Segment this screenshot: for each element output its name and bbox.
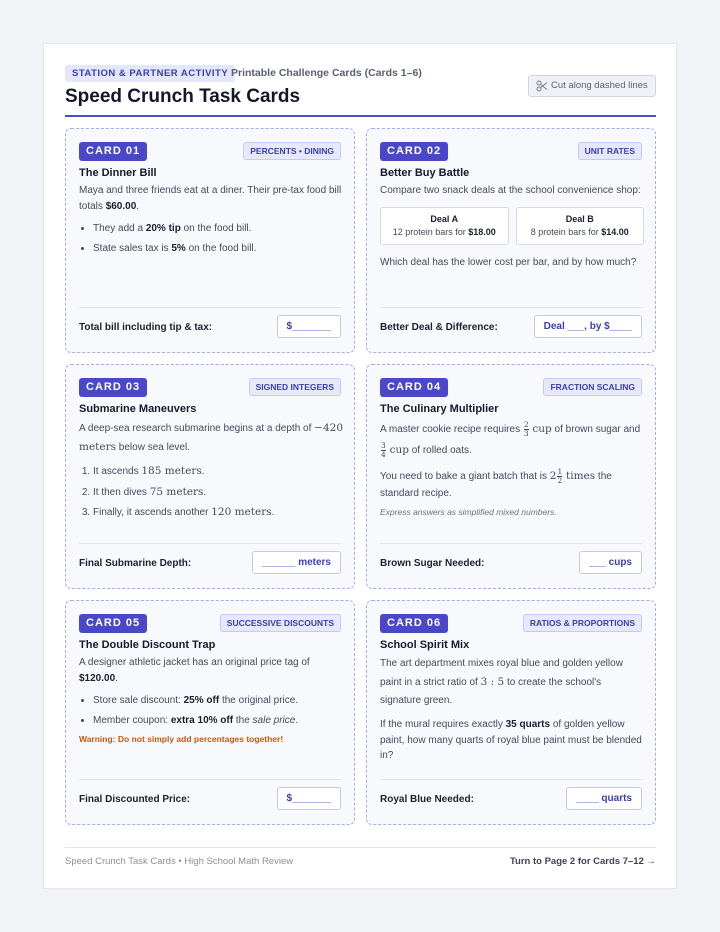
card-question: Which deal has the lower cost per bar, and by how much?	[380, 256, 637, 268]
card-intro: A master cookie recipe requires $\frac{2}{3}$ cup of brown sugar and $\frac{3}{4}$ cup of rolled oats.	[380, 419, 641, 459]
list-item: • Member coupon: extra 10% off the sale price.	[93, 713, 343, 729]
cut-instructions-button[interactable]	[528, 75, 656, 97]
footer-credit: Speed Crunch Task Cards • High School Math Review	[65, 856, 294, 867]
card-body	[79, 183, 343, 260]
card-category-badge: SUCCESSIVE DISCOUNTS	[220, 614, 341, 632]
card-category-badge: FRACTION SCALING	[543, 378, 642, 396]
answer-label: Royal Blue Needed:	[380, 794, 474, 805]
answer-field[interactable]: ____ quarts	[566, 787, 642, 810]
card-intro: A designer athletic jacket has an original price tag of $120.00.	[79, 657, 310, 684]
page-header	[65, 65, 656, 117]
card-number: CARD 01	[79, 142, 147, 161]
card-title: The Dinner Bill	[79, 167, 157, 179]
deal-comparison	[380, 207, 644, 245]
deal-b-name: Deal B	[565, 213, 594, 224]
card-footer	[380, 779, 642, 824]
card-footer	[79, 543, 341, 588]
task-card-03	[65, 364, 355, 589]
cut-label: Cut along dashed lines	[551, 80, 648, 91]
card-footer	[380, 543, 642, 588]
answer-field[interactable]: $_______	[277, 787, 342, 810]
scissors-icon	[536, 80, 548, 92]
answer-label: Final Submarine Depth:	[79, 558, 192, 569]
card-intro: The art department mixes royal blue and golden yellow paint in a strict ratio of 3 : 5 to create the school's signature green.	[380, 658, 623, 706]
deal-a-details: 12 protein bars for $18.00	[392, 226, 496, 237]
fraction: $\frac{3}{4}$	[381, 440, 386, 459]
card-title: The Double Discount Trap	[79, 639, 216, 651]
task-card-04	[366, 364, 656, 589]
answer-label: Final Discounted Price:	[79, 794, 191, 805]
fraction: $\frac{1}{2}$	[557, 467, 563, 485]
card-footer	[79, 307, 341, 352]
answer-field[interactable]: ______ meters	[252, 551, 341, 574]
card-category-badge: SIGNED INTEGERS	[249, 378, 341, 396]
deal-b-details: 8 protein bars for $14.00	[530, 226, 629, 237]
task-card-05	[65, 600, 355, 825]
card-body	[79, 655, 343, 748]
list-item: • State sales tax is 5% on the food bill.	[93, 241, 343, 257]
task-card-02	[366, 128, 656, 353]
card-intro: A deep-sea research submarine begins at a depth of −420 meters below sea level.	[79, 422, 343, 453]
card-category-badge: RATIOS & PROPORTIONS	[523, 614, 642, 632]
list-item: 3. Finally, it ascends another 120 meters.	[93, 505, 343, 521]
card-intro: Compare two snack deals at the school convenience shop:	[380, 185, 641, 196]
deal-a-box	[380, 207, 509, 245]
card-note: Express answers as simplified mixed numbers.	[380, 507, 557, 518]
answer-field[interactable]: ___ cups	[579, 551, 642, 574]
card-conditions	[93, 693, 343, 728]
card-number: CARD 04	[380, 378, 448, 397]
card-intro: Maya and three friends eat at a diner. Their pre-tax food bill totals $60.00.	[79, 185, 342, 212]
card-steps	[93, 464, 343, 521]
card-title: School Spirit Mix	[380, 639, 470, 651]
card-body	[380, 655, 644, 771]
fraction: $\frac{2}{3}$	[523, 419, 529, 438]
card-body	[380, 419, 644, 521]
list-item: • Store sale discount: 25% off the original price.	[93, 693, 343, 709]
card-title: The Culinary Multiplier	[380, 403, 499, 415]
card-number: CARD 05	[79, 614, 147, 633]
answer-field[interactable]: $_______	[277, 315, 342, 338]
deal-a-name: Deal A	[430, 213, 459, 224]
answer-label: Brown Sugar Needed:	[380, 558, 485, 569]
answer-label: Better Deal & Difference:	[380, 322, 498, 333]
card-category-badge: UNIT RATES	[578, 142, 642, 160]
card-category-badge: PERCENTS • DINING	[243, 142, 341, 160]
next-page-link[interactable]: Turn to Page 2 for Cards 7–12 →	[509, 856, 656, 867]
warning-text: Warning: Do not simply add percentages together!	[79, 734, 284, 744]
card-footer	[79, 779, 341, 824]
page-footer	[65, 847, 656, 877]
card-question: If the mural requires exactly 35 quarts of golden yellow paint, how many quarts of royal blue paint must be blended in?	[380, 719, 642, 761]
answer-label: Total bill including tip & tax:	[79, 322, 213, 333]
task-card-01	[65, 128, 355, 353]
answer-field[interactable]: Deal ___, by $____	[534, 315, 642, 338]
card-footer	[380, 307, 642, 352]
list-item: • They add a 20% tip on the food bill.	[93, 221, 343, 237]
card-body	[79, 419, 343, 526]
card-title: Submarine Maneuvers	[79, 403, 197, 415]
card-number: CARD 02	[380, 142, 448, 161]
page-subtitle: Printable Challenge Cards (Cards 1–6)	[231, 67, 422, 79]
page-title: Speed Crunch Task Cards	[65, 86, 301, 107]
deal-b-box	[516, 207, 645, 245]
activity-tag: STATION & PARTNER ACTIVITY	[65, 65, 235, 82]
card-number: CARD 06	[380, 614, 448, 633]
worksheet-page	[43, 43, 677, 889]
card-body	[380, 183, 644, 270]
list-item: 2. It then dives 75 meters.	[93, 485, 343, 501]
card-title: Better Buy Battle	[380, 167, 470, 179]
card-conditions	[93, 221, 343, 256]
card-scale: You need to bake a giant batch that is 2 $\frac{1}{2}$ times the standard recipe.	[380, 467, 612, 500]
card-number: CARD 03	[79, 378, 147, 397]
task-card-06	[366, 600, 656, 825]
list-item: 1. It ascends 185 meters.	[93, 464, 343, 480]
